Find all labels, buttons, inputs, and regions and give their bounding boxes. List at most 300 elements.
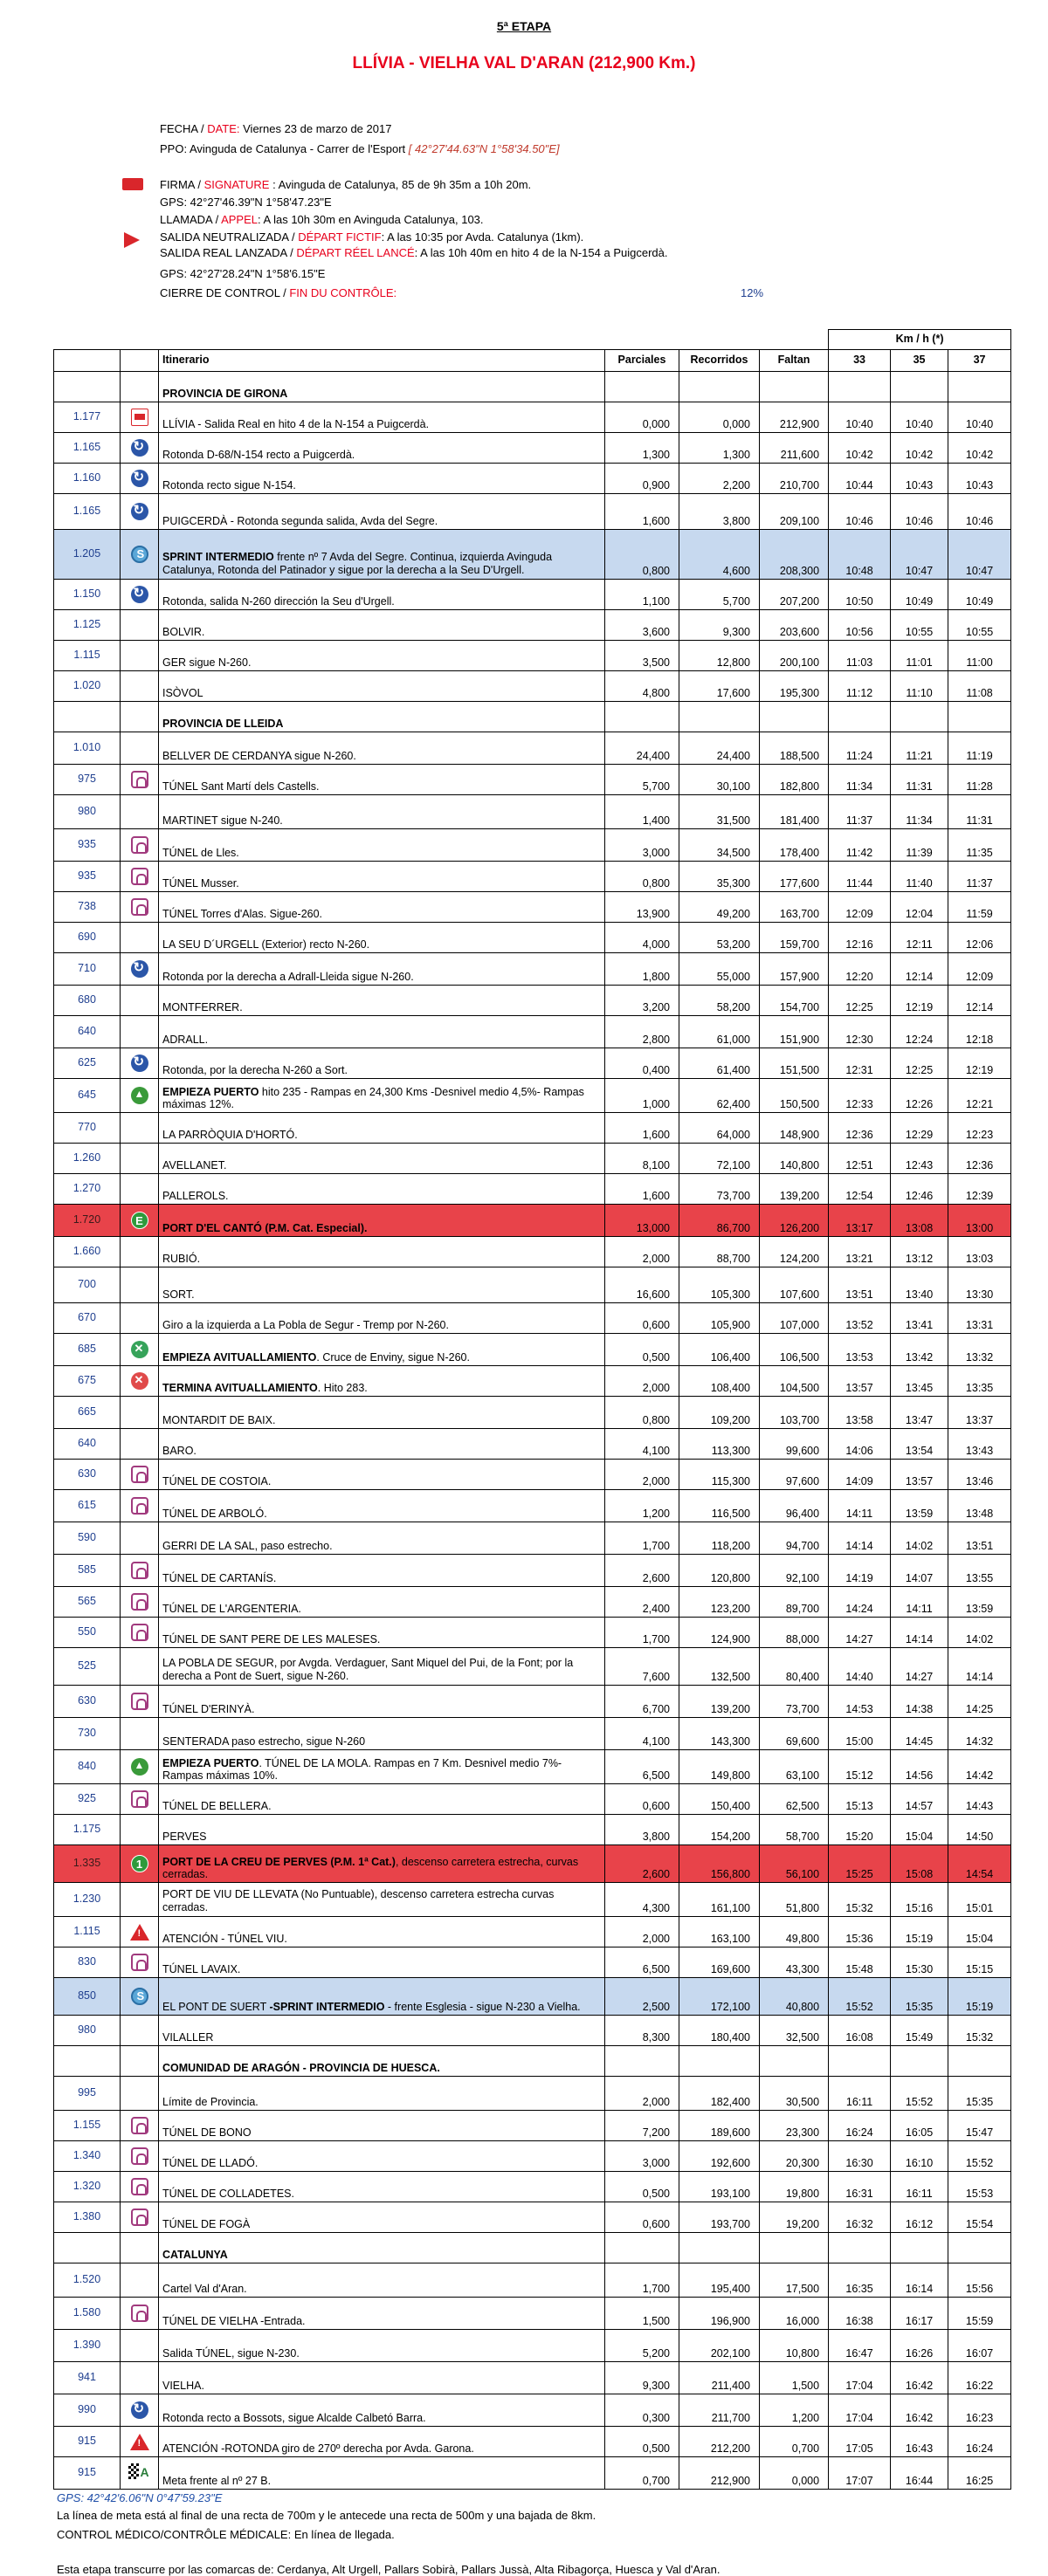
time-35: 10:42 [891,433,948,464]
covered-km: 193,100 [679,2172,760,2202]
roundabout-icon [131,960,148,978]
partial-km: 5,700 [605,765,679,795]
time-37: 10:55 [948,610,1011,641]
remaining-km: 40,800 [760,1978,829,2016]
itinerary-text: AVELLANET. [159,1144,605,1174]
partial-km: 0,600 [605,2202,679,2233]
partial-km: 8,300 [605,2016,679,2046]
time-35: 11:21 [891,732,948,765]
time-37: 15:15 [948,1947,1011,1978]
partial-km: 13,000 [605,1205,679,1237]
time-37: 12:14 [948,986,1011,1016]
itinerary-text: GER sigue N-260. [159,641,605,671]
itinerary-row [54,923,1011,953]
time-35: 11:10 [891,671,948,702]
altitude: 980 [54,2016,121,2046]
altitude: 1.230 [54,1883,121,1917]
itinerary-row [54,464,1011,494]
itinerary-text: GERRI DE LA SAL, paso estrecho. [159,1522,605,1555]
time-35: 11:01 [891,641,948,671]
province-row [54,2046,1011,2077]
remaining-km: 97,600 [760,1460,829,1490]
time-35: 12:25 [891,1048,948,1079]
altitude: 625 [54,1048,121,1079]
covered-km: 169,600 [679,1947,760,1978]
time-33: 14:24 [829,1587,891,1618]
stage-title: LLÍVIA - VIELHA VAL D'ARAN (212,900 Km.) [352,54,696,72]
time-35: 16:12 [891,2202,948,2233]
time-33: 13:52 [829,1303,891,1334]
remaining-km: 139,200 [760,1174,829,1205]
covered-km: 55,000 [679,953,760,986]
covered-km: 105,900 [679,1303,760,1334]
remaining-km: 209,100 [760,494,829,530]
partial-km: 6,500 [605,1947,679,1978]
time-35: 12:14 [891,953,948,986]
time-33: 14:40 [829,1648,891,1686]
time-35: 14:14 [891,1618,948,1648]
time-35: 16:42 [891,2362,948,2394]
tunnel-icon [131,1624,148,1641]
altitude: 630 [54,1686,121,1718]
time-33: 13:57 [829,1366,891,1397]
col-faltan: Faltan [760,350,829,372]
itinerary-row [54,433,1011,464]
itinerary-row [54,1205,1011,1237]
province-label: COMUNIDAD DE ARAGÓN - PROVINCIA DE HUESCA. [159,2046,605,2077]
partial-km: 2,500 [605,1978,679,2016]
itinerary-text: ATENCIÓN - TÚNEL VIU. [159,1917,605,1947]
time-37: 12:09 [948,953,1011,986]
itinerary-row [54,494,1011,530]
partial-km: 2,000 [605,1917,679,1947]
province-label: PROVINCIA DE LLEIDA [159,702,605,732]
partial-km: 1,500 [605,2298,679,2330]
partial-km: 0,500 [605,2427,679,2457]
time-37: 11:31 [948,795,1011,829]
partial-km: 1,400 [605,795,679,829]
itinerary-row [54,2202,1011,2233]
time-37: 13:03 [948,1237,1011,1267]
time-33: 15:32 [829,1883,891,1917]
time-33: 16:08 [829,2016,891,2046]
sprint-icon [131,1988,148,2005]
time-33: 16:47 [829,2330,891,2362]
partial-km: 5,200 [605,2330,679,2362]
itinerary-row [54,1978,1011,2016]
time-37: 10:42 [948,433,1011,464]
remaining-km: 195,300 [760,671,829,702]
itinerary-row [54,1522,1011,1555]
feeding-end-icon [131,1372,148,1390]
time-35: 12:11 [891,923,948,953]
time-33: 13:58 [829,1397,891,1429]
province-label: CATALUNYA [159,2233,605,2263]
tunnel-icon [131,2178,148,2195]
altitude: 915 [54,2457,121,2490]
partial-km: 1,100 [605,580,679,610]
col-recorridos: Recorridos [679,350,760,372]
time-35: 15:35 [891,1978,948,2016]
time-35: 12:46 [891,1174,948,1205]
itinerary-row [54,1883,1011,1917]
altitude: 935 [54,829,121,862]
time-33: 14:27 [829,1618,891,1648]
itinerary-text: PORT D'EL CANTÓ (P.M. Cat. Especial). [159,1205,605,1237]
time-33: 14:11 [829,1490,891,1522]
time-37: 10:46 [948,494,1011,530]
itinerary-text: TÚNEL Torres d'Alas. Sigue-260. [159,892,605,923]
partial-km: 1,200 [605,1490,679,1522]
remaining-km: 200,100 [760,641,829,671]
altitude: 1.010 [54,732,121,765]
partial-km: 0,900 [605,464,679,494]
covered-km: 31,500 [679,795,760,829]
time-33: 17:07 [829,2457,891,2490]
itinerary-text: Rotonda, por la derecha N-260 a Sort. [159,1048,605,1079]
stage-label: 5ª ETAPA [496,19,552,33]
altitude: 1.380 [54,2202,121,2233]
time-33: 10:46 [829,494,891,530]
tunnel-icon [131,868,148,885]
itinerary-text: MONTARDIT DE BAIX. [159,1397,605,1429]
itinerary-text: ISÒVOL [159,671,605,702]
time-35: 15:08 [891,1845,948,1883]
remaining-km: 210,700 [760,464,829,494]
time-37: 12:18 [948,1016,1011,1048]
altitude: 680 [54,986,121,1016]
finish-gps: GPS: 42°42'6.06"N 0°47'59.23"E [57,2491,223,2504]
partial-km: 4,000 [605,923,679,953]
time-37: 11:08 [948,671,1011,702]
altitude: 630 [54,1460,121,1490]
time-33: 13:53 [829,1334,891,1366]
remaining-km: 20,300 [760,2141,829,2172]
altitude: 590 [54,1522,121,1555]
covered-km: 64,000 [679,1113,760,1144]
partial-km: 0,000 [605,402,679,433]
altitude: 710 [54,953,121,986]
covered-km: 156,800 [679,1845,760,1883]
time-35: 16:14 [891,2263,948,2298]
covered-km: 118,200 [679,1522,760,1555]
covered-km: 53,200 [679,923,760,953]
time-37: 13:46 [948,1460,1011,1490]
altitude: 990 [54,2394,121,2427]
itinerary-text: PUIGCERDÀ - Rotonda segunda salida, Avda del Segre. [159,494,605,530]
partial-km: 3,200 [605,986,679,1016]
altitude: 1.340 [54,2141,121,2172]
time-33: 11:24 [829,732,891,765]
remaining-km: 23,300 [760,2111,829,2141]
itinerary-row [54,795,1011,829]
time-33: 10:56 [829,610,891,641]
covered-km: 88,700 [679,1237,760,1267]
roundabout-icon [131,1054,148,1072]
itinerary-row [54,610,1011,641]
itinerary-text: LLÍVIA - Salida Real en hito 4 de la N-154 a Puigcerdà. [159,402,605,433]
remaining-km: 89,700 [760,1587,829,1618]
covered-km: 62,400 [679,1079,760,1113]
time-37: 13:35 [948,1366,1011,1397]
partial-km: 6,500 [605,1750,679,1784]
partial-km: 1,700 [605,2263,679,2298]
partial-km: 2,400 [605,1587,679,1618]
tunnel-icon [131,898,148,916]
itinerary-text: TÚNEL DE L'ARGENTERIA. [159,1587,605,1618]
covered-km: 211,400 [679,2362,760,2394]
time-35: 16:43 [891,2427,948,2457]
partial-km: 4,100 [605,1429,679,1460]
itinerary-row [54,2298,1011,2330]
time-37: 12:19 [948,1048,1011,1079]
mountain-category-icon: E [131,1212,148,1229]
altitude: 1.660 [54,1237,121,1267]
remaining-km: 107,000 [760,1303,829,1334]
altitude: 670 [54,1303,121,1334]
covered-km: 139,200 [679,1686,760,1718]
covered-km: 123,200 [679,1587,760,1618]
covered-km: 196,900 [679,2298,760,2330]
col-itinerario: Itinerario [159,350,605,372]
itinerary-text: LA SEU D´URGELL (Exterior) recto N-260. [159,923,605,953]
time-37: 12:36 [948,1144,1011,1174]
remaining-km: 80,400 [760,1648,829,1686]
altitude: 645 [54,1079,121,1113]
tunnel-icon [131,1466,148,1483]
covered-km: 120,800 [679,1555,760,1587]
covered-km: 58,200 [679,986,760,1016]
partial-km: 2,000 [605,1237,679,1267]
start-point-line: PPO: Avinguda de Catalunya - Carrer de l'Esport [ 42°27'44.63"N 1°58'34.50"E] [160,142,560,155]
altitude: 585 [54,1555,121,1587]
partial-km: 0,300 [605,2394,679,2427]
partial-km: 4,800 [605,671,679,702]
time-37: 14:02 [948,1618,1011,1648]
time-35: 13:41 [891,1303,948,1334]
altitude: 1.020 [54,671,121,702]
covered-km: 109,200 [679,1397,760,1429]
time-35: 10:43 [891,464,948,494]
time-35: 16:44 [891,2457,948,2490]
remaining-km: 140,800 [760,1144,829,1174]
time-35: 15:49 [891,2016,948,2046]
partial-km: 0,700 [605,2457,679,2490]
remaining-km: 94,700 [760,1522,829,1555]
itinerary-row [54,1648,1011,1686]
partial-km: 1,800 [605,953,679,986]
province-row [54,702,1011,732]
time-33: 16:38 [829,2298,891,2330]
itinerary-row [54,2077,1011,2111]
partial-km: 16,600 [605,1267,679,1303]
time-35: 13:12 [891,1237,948,1267]
itinerary-row [54,2362,1011,2394]
remaining-km: 163,700 [760,892,829,923]
altitude: 915 [54,2427,121,2457]
remaining-km: 103,700 [760,1397,829,1429]
start-gps: GPS: 42°27'28.24"N 1°58'6.15"E [160,267,326,280]
time-35: 10:55 [891,610,948,641]
tunnel-icon [131,2305,148,2322]
altitude: 675 [54,1366,121,1397]
time-37: 13:32 [948,1334,1011,1366]
itinerary-text: MONTFERRER. [159,986,605,1016]
itinerary-row [54,2330,1011,2362]
time-35: 15:16 [891,1883,948,1917]
altitude: 1.160 [54,464,121,494]
time-33: 16:32 [829,2202,891,2233]
remaining-km: 49,800 [760,1917,829,1947]
time-33: 15:13 [829,1784,891,1815]
altitude: 925 [54,1784,121,1815]
time-35: 14:38 [891,1686,948,1718]
time-37: 11:19 [948,732,1011,765]
roundabout-icon [131,503,148,520]
time-33: 14:06 [829,1429,891,1460]
finish-note: La línea de meta está al final de una recta de 700m y le antecede una recta de 500m y una bajada de 8km. [57,2509,596,2522]
time-35: 15:52 [891,2077,948,2111]
control-close-line: CIERRE DE CONTROL / FIN DU CONTRÔLE: [160,286,397,299]
altitude: 830 [54,1947,121,1978]
itinerary-text: Rotonda recto a Bossots, sigue Alcalde Calbetó Barra. [159,2394,605,2427]
remaining-km: 92,100 [760,1555,829,1587]
time-37: 10:43 [948,464,1011,494]
itinerary-row [54,1016,1011,1048]
altitude: 700 [54,1267,121,1303]
itinerary-text: RUBIÓ. [159,1237,605,1267]
remaining-km: 69,600 [760,1718,829,1750]
itinerary-row [54,1750,1011,1784]
time-35: 10:40 [891,402,948,433]
altitude: 685 [54,1334,121,1366]
covered-km: 106,400 [679,1334,760,1366]
time-35: 15:30 [891,1947,948,1978]
time-35: 12:29 [891,1113,948,1144]
itinerary-row [54,2016,1011,2046]
remaining-km: 212,900 [760,402,829,433]
tunnel-icon [131,771,148,788]
regions-note: Esta etapa transcurre por las comarcas de: Cerdanya, Alt Urgell, Pallars Sobirà, Pallars Jussà, Alta Ribagorça, Huesca y Val d'Aran. [57,2563,720,2576]
itinerary-row [54,2172,1011,2202]
time-37: 16:22 [948,2362,1011,2394]
covered-km: 116,500 [679,1490,760,1522]
time-35: 13:47 [891,1397,948,1429]
itinerary-text: EMPIEZA AVITUALLAMIENTO. Cruce de Enviny, sigue N-260. [159,1334,605,1366]
time-33: 10:48 [829,530,891,580]
remaining-km: 126,200 [760,1205,829,1237]
time-37: 11:59 [948,892,1011,923]
time-37: 14:42 [948,1750,1011,1784]
altitude: 1.155 [54,2111,121,2141]
altitude: 1.115 [54,641,121,671]
covered-km: 150,400 [679,1784,760,1815]
itinerary-text: TÚNEL DE COLLADETES. [159,2172,605,2202]
time-37: 15:56 [948,2263,1011,2298]
partial-km: 7,200 [605,2111,679,2141]
remaining-km: 124,200 [760,1237,829,1267]
itinerary-row [54,1460,1011,1490]
time-37: 14:54 [948,1845,1011,1883]
col-37: 37 [948,350,1011,372]
province-row [54,372,1011,402]
tunnel-icon [131,1693,148,1710]
altitude: 1.165 [54,494,121,530]
itinerary-text: PORT DE VIU DE LLEVATA (No Puntuable), descenso carretera estrecha curvas cerradas. [159,1883,605,1917]
altitude: 1.150 [54,580,121,610]
kmh-header: Km / h (*) [829,330,1011,350]
remaining-km: 106,500 [760,1334,829,1366]
covered-km: 72,100 [679,1144,760,1174]
time-33: 10:50 [829,580,891,610]
itinerary-row [54,1267,1011,1303]
time-35: 14:07 [891,1555,948,1587]
itinerary-row [54,1845,1011,1883]
partial-km: 24,400 [605,732,679,765]
itinerary-row [54,402,1011,433]
itinerary-text: PALLEROLS. [159,1174,605,1205]
time-35: 14:11 [891,1587,948,1618]
partial-km: 2,600 [605,1555,679,1587]
warning-icon [130,1924,149,1941]
covered-km: 61,400 [679,1048,760,1079]
covered-km: 172,100 [679,1978,760,2016]
altitude: 1.720 [54,1205,121,1237]
altitude: 850 [54,1978,121,2016]
partial-km: 2,600 [605,1845,679,1883]
itinerary-text: VILALLER [159,2016,605,2046]
time-35: 13:54 [891,1429,948,1460]
time-33: 14:14 [829,1522,891,1555]
itinerary-row [54,2141,1011,2172]
covered-km: 189,600 [679,2111,760,2141]
itinerary-row [54,1144,1011,1174]
covered-km: 35,300 [679,862,760,892]
itinerary-row [54,1366,1011,1397]
time-35: 12:26 [891,1079,948,1113]
province-row [54,2233,1011,2263]
covered-km: 143,300 [679,1718,760,1750]
time-37: 14:25 [948,1686,1011,1718]
itinerary-row [54,1718,1011,1750]
covered-km: 149,800 [679,1750,760,1784]
itinerary-row [54,1815,1011,1845]
itinerary-row [54,2427,1011,2457]
itinerary-text: LA PARRÒQUIA D'HORTÓ. [159,1113,605,1144]
itinerary-row [54,671,1011,702]
time-37: 13:55 [948,1555,1011,1587]
time-35: 14:27 [891,1648,948,1686]
itinerary-text: TÚNEL DE CARTANÍS. [159,1555,605,1587]
time-37: 15:01 [948,1883,1011,1917]
partial-km: 1,600 [605,1113,679,1144]
time-37: 10:49 [948,580,1011,610]
altitude: 941 [54,2362,121,2394]
partial-km: 2,000 [605,1366,679,1397]
roundabout-icon [131,2401,148,2419]
covered-km: 132,500 [679,1648,760,1686]
tunnel-icon [131,1954,148,1971]
partial-km: 4,300 [605,1883,679,1917]
remaining-km: 0,700 [760,2427,829,2457]
time-37: 13:31 [948,1303,1011,1334]
itinerary-row [54,641,1011,671]
covered-km: 24,400 [679,732,760,765]
remaining-km: 177,600 [760,862,829,892]
remaining-km: 51,800 [760,1883,829,1917]
time-33: 15:12 [829,1750,891,1784]
time-37: 10:47 [948,530,1011,580]
